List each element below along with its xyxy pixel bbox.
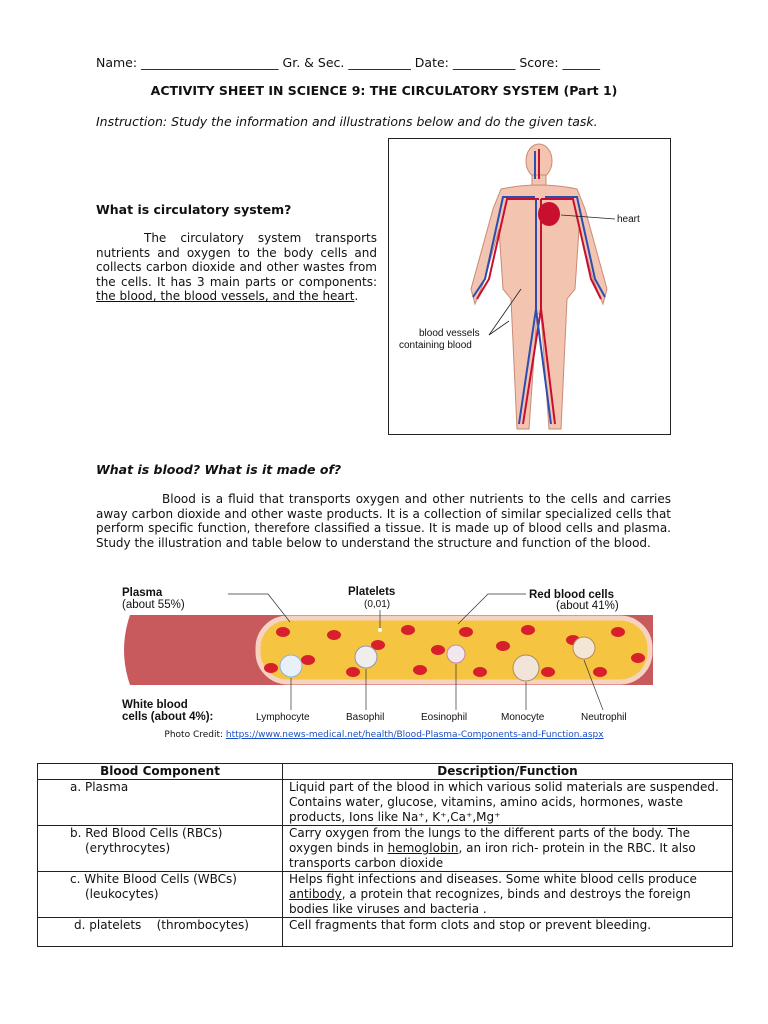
- label-rbc-pct: (about 41%): [556, 600, 619, 612]
- label-vessels-1: blood vessels: [419, 328, 480, 339]
- platelet: [378, 628, 382, 632]
- section1-end: .: [354, 289, 359, 304]
- label-wbc-1: White blood: [122, 699, 188, 711]
- label-vessels-2: containing blood: [399, 340, 472, 351]
- desc-underlined: antibody: [289, 887, 342, 901]
- table-row: [38, 918, 733, 947]
- col-header-description: Description/Function: [283, 764, 733, 780]
- label-platelets-val: (0,01): [364, 599, 391, 610]
- label-neutrophil: Neutrophil: [581, 712, 627, 723]
- basophil-cell: [355, 646, 377, 668]
- component-alt-name: (erythrocytes): [85, 841, 171, 855]
- heart-shape: [538, 202, 560, 226]
- credit-prefix: Photo Credit:: [164, 730, 226, 740]
- component-cell: [38, 918, 283, 947]
- label-monocyte: Monocyte: [501, 712, 545, 723]
- col-header-component: Blood Component: [38, 764, 283, 780]
- monocyte-cell: [513, 655, 539, 681]
- desc-text: Carry oxygen from the lungs to the different parts of the body. The oxygen binds in: [289, 826, 691, 855]
- section2-text: Blood is a fluid that transports oxygen and other nutrients to the cells and carries away carbon dioxide and other waste products. It is a collection of similar specialized cells that perform specific function, therefore classified a tissue. It is made up of blood cells and plasma. Study the illustration and table below to understand the structure and function of the blood.: [96, 492, 671, 550]
- section1-text: The circulatory system transports nutrients and oxygen to the body cells and collects carbon dioxide and other wastes from the cells. It has 3 main parts or components:: [96, 231, 377, 289]
- section1-underlined: the blood, the blood vessels, and the heart: [96, 289, 355, 304]
- label-plasma: Plasma: [122, 587, 163, 599]
- human-body-illustration: [389, 139, 670, 434]
- eosinophil-cell: [447, 645, 465, 663]
- label-rbc: Red blood cells: [529, 589, 614, 601]
- component-cell: [38, 826, 283, 872]
- component-name: d. platelets (thrombocytes): [74, 918, 249, 932]
- label-platelets: Platelets: [348, 586, 396, 598]
- blood-components-illustration: [108, 580, 658, 725]
- neutrophil-cell: [573, 637, 595, 659]
- circulatory-figure: [388, 138, 671, 435]
- section2-heading: What is blood? What is it made of?: [96, 462, 342, 477]
- desc-underlined: hemoglobin: [387, 841, 459, 855]
- table-row: [38, 826, 733, 872]
- label-plasma-pct: (about 55%): [122, 599, 185, 611]
- component-alt-name: (leukocytes): [85, 887, 159, 901]
- table-header-row: [38, 764, 733, 780]
- component-cell: [38, 872, 283, 918]
- page-title: ACTIVITY SHEET IN SCIENCE 9: THE CIRCULATORY SYSTEM (Part 1): [150, 83, 618, 98]
- component-name: c. White Blood Cells (WBCs): [70, 872, 237, 886]
- label-lymphocyte: Lymphocyte: [256, 712, 310, 723]
- photo-credit: [0, 730, 768, 740]
- desc-text-end: , an iron rich- protein in the RBC. It also transports carbon dioxide: [289, 841, 696, 870]
- section1-body: [96, 231, 377, 304]
- table-row: [38, 780, 733, 826]
- description-cell: [283, 826, 733, 872]
- section2-body: [96, 492, 671, 550]
- desc-text-end: , a protein that recognizes, binds and destroys the foreign bodies like viruses and bacteria .: [289, 887, 691, 916]
- desc-text: Helps fight infections and diseases. Some white blood cells produce: [289, 872, 697, 886]
- label-heart: heart: [617, 214, 640, 225]
- section1-heading: What is circulatory system?: [96, 202, 292, 217]
- component-name: b. Red Blood Cells (RBCs): [70, 826, 223, 840]
- label-basophil: Basophil: [346, 712, 385, 723]
- lymphocyte-cell: [280, 655, 302, 677]
- description-cell: Liquid part of the blood in which various solid materials are suspended. Contains water, glucose, vitamins, amino acids, hormones, waste products, Ions like Na⁺, K⁺,Ca⁺,Mg⁺: [283, 780, 733, 826]
- credit-link[interactable]: https://www.news-medical.net/health/Blood-Plasma-Components-and-Function.aspx: [225, 730, 604, 740]
- label-wbc-2: cells (about 4%):: [122, 711, 214, 723]
- description-cell: [283, 872, 733, 918]
- component-name: a. Plasma: [70, 780, 129, 794]
- component-cell: [38, 780, 283, 826]
- table-row: [38, 872, 733, 918]
- instruction: Instruction: Study the information and illustrations below and do the given task.: [96, 114, 598, 129]
- blood-components-table: [37, 763, 733, 947]
- description-cell: Cell fragments that form clots and stop or prevent bleeding.: [283, 918, 733, 947]
- label-eosinophil: Eosinophil: [421, 712, 468, 723]
- header-line: Name: ______________________ Gr. & Sec. __________ Date: __________ Score: ______: [96, 55, 601, 70]
